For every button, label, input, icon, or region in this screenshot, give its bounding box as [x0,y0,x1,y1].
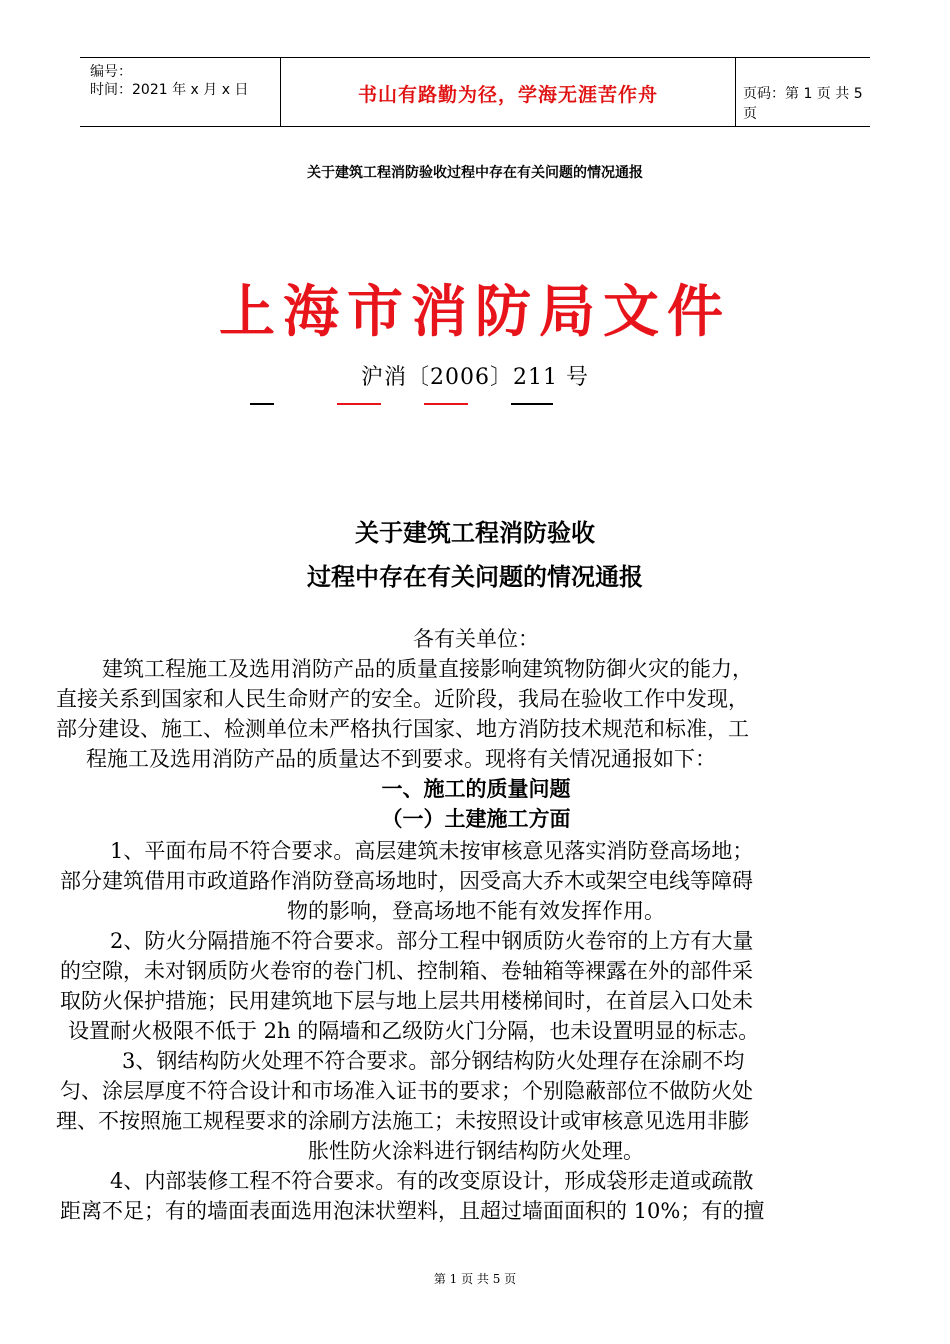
paragraph-line: 建筑工程施工及选用消防产品的质量直接影响建筑物防御火灾的能力， [102,657,753,681]
header-left-cell [80,58,280,126]
subsection-heading: （一）土建施工方面 [381,807,571,831]
separator-rule [511,403,553,405]
paragraph-line: 匀、涂层厚度不符合设计和市场准入证书的要求；个别隐蔽部位不做防火处 [60,1079,753,1103]
paragraph-line: 直接关系到国家和人民生命财产的安全。近阶段，我局在验收工作中发现， [56,687,749,711]
separator-rule [250,403,274,405]
body-text [56,624,896,1224]
paragraph-line: 部分建筑借用市政道路作消防登高场地时，因受高大乔木或架空电线等障碍 [60,869,753,893]
paragraph-line: 取防火保护措施；民用建筑地下层与地上层共用楼梯间时，在首层入口处未 [60,989,753,1013]
motto: 书山有路勤为径，学海无涯苦作舟 [357,84,658,106]
salutation: 各有关单位： [413,627,539,651]
separator-rule [337,403,381,405]
page-info: 页码：第 1 页 共 5 页 [743,86,863,122]
document-subtitle: 关于建筑工程消防验收过程中存在有关问题的情况通报 [307,165,643,181]
page-footer: 第 1 页 共 5 页 [433,1272,517,1286]
paragraph-line: 理、不按照施工规程要求的涂刷方法施工；未按照设计或审核意见选用非膨 [56,1109,749,1133]
header-right-cell [735,58,870,126]
paragraph-line: 2、防火分隔措施不符合要求。部分工程中钢质防火卷帘的上方有大量 [110,929,754,953]
notice-title-line2: 过程中存在有关问题的情况通报 [307,562,643,591]
issuer-title: 上海市消防局文件 [219,279,731,345]
paragraph-line: 距离不足；有的墙面表面选用泡沫状塑料，且超过墙面面积的 10%；有的擅 [60,1199,765,1223]
document-number: 沪消〔2006〕211 号 [361,365,589,390]
header-table [80,57,870,127]
paragraph-line: 物的影响，登高场地不能有效发挥作用。 [287,899,665,923]
separator-rule [424,403,468,405]
paragraph-line: 的空隙，未对钢质防火卷帘的卷门机、控制箱、卷轴箱等裸露在外的部件采 [60,959,753,983]
header-middle-cell [280,58,736,126]
paragraph-line: 设置耐火极限不低于 2h 的隔墙和乙级防火门分隔，也未设置明显的标志。 [68,1019,760,1043]
section-heading: 一、施工的质量问题 [381,777,571,801]
paragraph-line: 程施工及选用消防产品的质量达不到要求。现将有关情况通报如下： [86,747,716,771]
paragraph-line: 胀性防火涂料进行钢结构防火处理。 [308,1139,644,1163]
serial-label: 编号： [90,64,132,80]
paragraph-line: 1、平面布局不符合要求。高层建筑未按审核意见落实消防登高场地； [110,839,754,863]
paragraph-line: 3、钢结构防火处理不符合要求。部分钢结构防火处理存在涂刷不均 [122,1049,745,1073]
notice-title-line1: 关于建筑工程消防验收 [355,518,595,547]
paragraph-line: 4、内部装修工程不符合要求。有的改变原设计，形成袋形走道或疏散 [110,1169,754,1193]
time-label: 时间：2021 年 x 月 x 日 [90,82,249,98]
paragraph-line: 部分建设、施工、检测单位未严格执行国家、地方消防技术规范和标准，工 [56,717,749,741]
